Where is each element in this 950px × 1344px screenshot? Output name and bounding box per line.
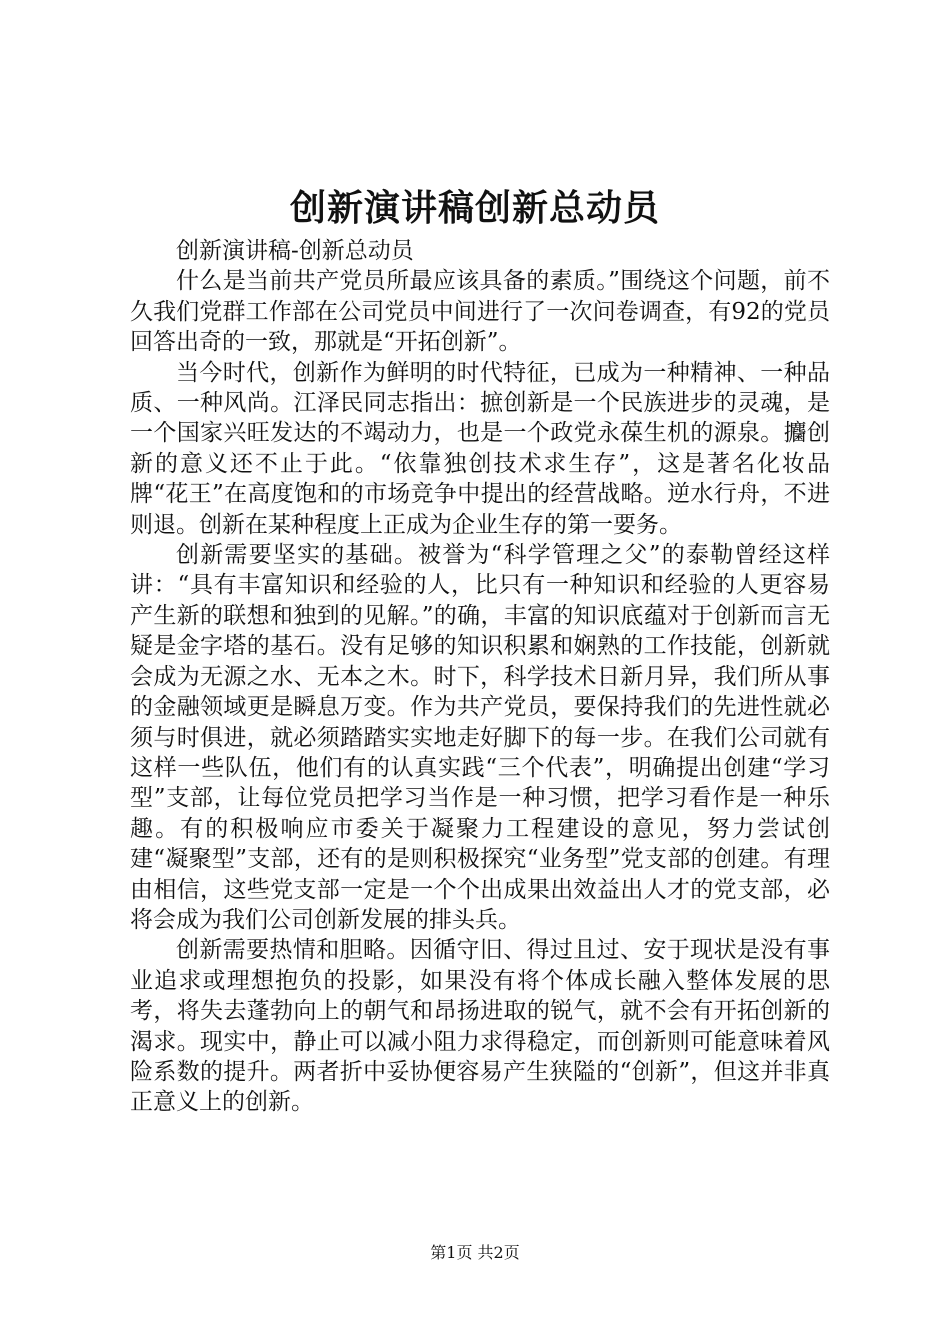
- page-number-footer: 第1页 共2页: [430, 1243, 520, 1262]
- paragraph: 创新需要热情和胆略。因循守旧、得过且过、安于现状是没有事业追求或理想抱负的投影，如果没有将个体成长融入整体发展的思考，将失去蓬勃向上的朝气和昂扬进取的锐气，就不会有开拓创新的渴求。现实中，静止可以减小阻力求得稳定，而创新则可能意味着风险系数的提升。两者折中妥协便容易产生狭隘的“创新”，但这并非真正意义上的创新。: [130, 937, 830, 1116]
- paragraph-subtitle: 创新演讲稿-创新总动员: [176, 238, 414, 264]
- paragraph: 当今时代，创新作为鲜明的时代特征，已成为一种精神、一种品质、一种风尚。江泽民同志指出：摭创新是一个民族进步的灵魂，是一个国家兴旺发达的不竭动力，也是一个政党永葆生机的源泉。攟创新的意义还不止于此。“依靠独创技术求生存”，这是著名化妆品牌“花王”在高度饱和的市场竞争中提出的经营战略。逆水行舟，不进则退。创新在某种程度上正成为企业生存的第一要务。: [130, 359, 830, 538]
- document-title: 创新演讲稿创新总动员: [289, 187, 660, 229]
- document-body: [130, 236, 830, 1118]
- paragraph: 什么是当前共产党员所最应该具备的素质。”围绕这个问题，前不久我们党群工作部在公司党员中间进行了一次问卷调查，有92的党员回答出奇的一致，那就是“开拓创新”。: [130, 268, 830, 356]
- paragraph: 创新需要坚实的基础。被誉为“科学管理之父”的泰勒曾经这样讲：“具有丰富知识和经验的人，比只有一种知识和经验的人更容易产生新的联想和独到的见解。”的确，丰富的知识底蕴对于创新而言无疑是金字塔的基石。没有足够的知识积累和娴熟的工作技能，创新就会成为无源之水、无本之木。时下，科学技术日新月异，我们所从事的金融领域更是瞬息万变。作为共产党员，要保持我们的先进性就必须与时俱进，就必须踏踏实实地走好脚下的每一步。在我们公司就有这样一些队伍，他们有的认真实践“三个代表”，明确提出创建“学习型”支部，让每位党员把学习当作是一种习惯，把学习看作是一种乐趣。有的积极响应市委关于凝聚力工程建设的意见，努力尝试创建“凝聚型”支部，还有的是则积极探究“业务型”党支部的创建。有理由相信，这些党支部一定是一个个出成果出效益出人才的党支部，必将会成为我们公司创新发展的排头兵。: [130, 542, 830, 933]
